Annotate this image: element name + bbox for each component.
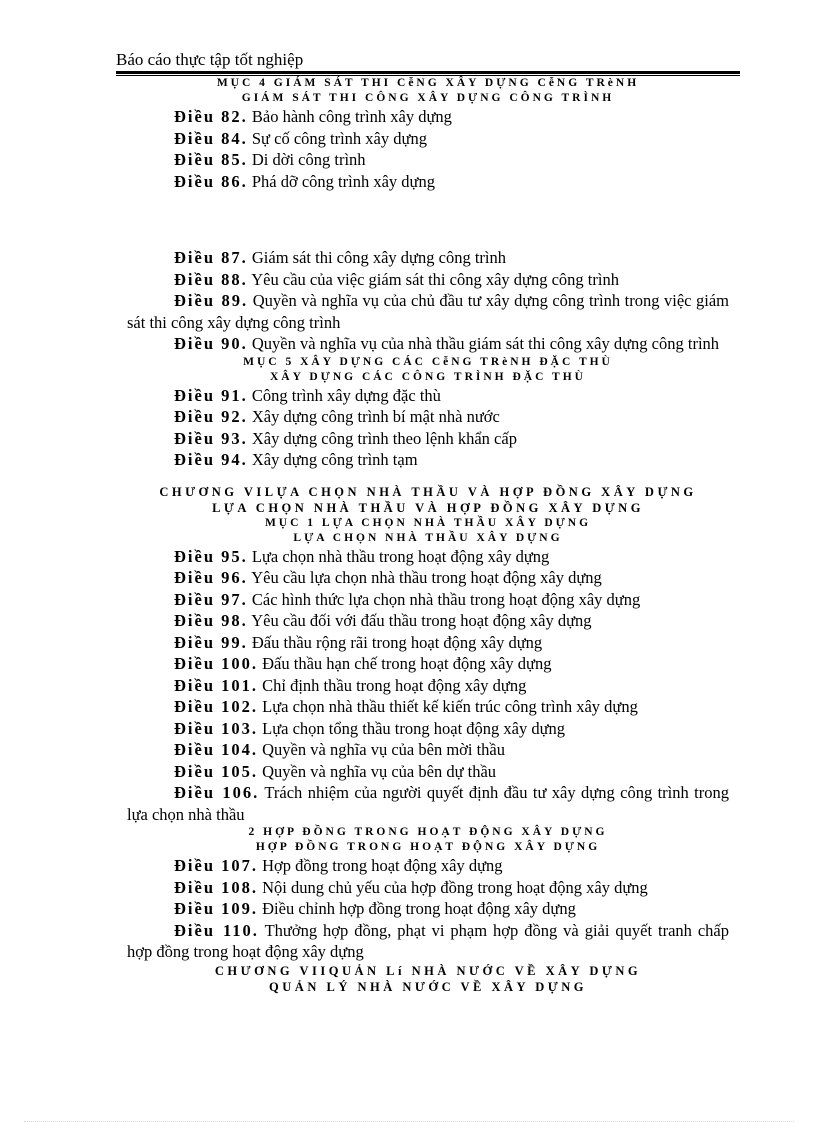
- article-number: Điều 87.: [174, 248, 248, 267]
- article-title: Đấu thầu rộng rãi trong hoạt động xây dựng: [251, 632, 543, 652]
- article-line: [127, 739, 729, 761]
- article-line: [127, 589, 729, 611]
- article-title: Phá dỡ công trình xây dựng: [251, 171, 435, 191]
- article-number: Điều 93.: [174, 428, 248, 448]
- article-number: Điều 99.: [174, 632, 248, 652]
- section-heading: CHƯƠNG VIIQUẢN Lí NHÀ NƯỚC VỀ XÂY DỰNG: [214, 963, 642, 978]
- article-number: Điều 92.: [174, 407, 248, 426]
- article-line: [127, 290, 729, 333]
- article-line: [127, 449, 729, 471]
- article-number: Điều 102.: [174, 697, 258, 716]
- article-number: Điều 97.: [174, 589, 248, 609]
- page-header-title: Báo cáo thực tập tốt nghiệp: [116, 50, 304, 69]
- article-number: Điều 105.: [174, 761, 258, 781]
- article-line: [127, 567, 729, 589]
- article-title: Điều chỉnh hợp đồng trong hoạt động xây dựng: [262, 899, 576, 918]
- article-number: Điều 110.: [174, 920, 259, 940]
- article-title: Thưởng hợp đồng, phạt vi phạm hợp đồng và giải quyết tranh chấp hợp đồng trong hoạt động xây dựng: [127, 920, 729, 961]
- page-bottom-rule: [24, 1121, 794, 1122]
- article-title: Quyền và nghĩa vụ của bên mời thầu: [262, 740, 505, 759]
- article-title: Yêu cầu đối với đấu thầu trong hoạt động xây dựng: [251, 611, 592, 630]
- article-line: [127, 920, 729, 963]
- section-heading: LỰA CHỌN NHÀ THẦU XÂY DỰNG: [293, 531, 563, 544]
- section-heading: 2 HỢP ĐỒNG TRONG HOẠT ĐỘNG XÂY DỰNG: [248, 826, 608, 838]
- article-number: Điều 90.: [174, 334, 248, 353]
- article-number: Điều 86.: [174, 171, 248, 191]
- article-title: Chỉ định thầu trong hoạt động xây dựng: [262, 675, 527, 695]
- article-line: [127, 653, 729, 675]
- article-line: [127, 149, 729, 171]
- article-title: Lựa chọn tổng thầu trong hoạt động xây dựng: [262, 718, 566, 738]
- article-line: [127, 761, 729, 783]
- article-number: Điều 96.: [174, 568, 248, 587]
- article-title: Quyền và nghĩa vụ của bên dự thầu: [262, 761, 497, 781]
- article-title: Bảo hành công trình xây dựng: [251, 107, 452, 126]
- article-line: [127, 696, 729, 718]
- article-line: [127, 171, 729, 193]
- spacer: [127, 471, 729, 484]
- article-line: [127, 610, 729, 632]
- article-line: [127, 718, 729, 740]
- article-number: Điều 106.: [174, 783, 260, 802]
- article-number: Điều 107.: [174, 856, 258, 875]
- section-heading: MỤC 5 XÂY DỰNG CÁC CễNG TRèNH ĐẶC THÙ: [243, 355, 613, 368]
- article-title: Yêu cầu lựa chọn nhà thầu trong hoạt động xây dựng: [251, 568, 602, 587]
- article-title: Trách nhiệm của người quyết định đầu tư xây dựng công trình trong lựa chọn nhà thầu: [127, 783, 730, 824]
- section-heading: MỤC 4 GIÁM SÁT THI CễNG XÂY DỰNG CễNG TRèNH: [216, 77, 640, 89]
- article-line: [127, 385, 729, 407]
- section-heading: XÂY DỰNG CÁC CÔNG TRÌNH ĐẶC THÙ: [270, 370, 586, 383]
- article-number: Điều 98.: [174, 611, 248, 630]
- article-line: [127, 546, 729, 568]
- article-line: [127, 406, 729, 428]
- article-line: [127, 855, 729, 877]
- article-title: Xây dựng công trình bí mật nhà nước: [251, 407, 500, 426]
- spacer: [127, 192, 729, 247]
- article-number: Điều 103.: [174, 718, 258, 738]
- article-title: Xây dựng công trình theo lệnh khẩn cấp: [251, 428, 517, 448]
- article-line: [127, 877, 729, 899]
- article-title: Quyền và nghĩa vụ của nhà thầu giám sát thi công xây dựng công trình: [251, 334, 720, 353]
- article-title: Đấu thầu hạn chế trong hoạt động xây dựng: [262, 654, 552, 673]
- article-title: Công trình xây dựng đặc thù: [251, 385, 441, 405]
- article-number: Điều 88.: [174, 269, 248, 289]
- article-number: Điều 94.: [174, 450, 248, 469]
- article-line: [127, 898, 729, 920]
- document-body: [127, 76, 729, 995]
- article-number: Điều 104.: [174, 740, 258, 759]
- article-number: Điều 95.: [174, 546, 248, 566]
- article-line: [127, 675, 729, 697]
- article-title: Lựa chọn nhà thầu trong hoạt động xây dựng: [251, 546, 550, 566]
- article-number: Điều 84.: [174, 128, 248, 148]
- article-line: [127, 333, 729, 355]
- article-number: Điều 91.: [174, 385, 248, 405]
- article-title: Sự cố công trình xây dựng: [251, 128, 427, 148]
- article-line: [127, 782, 729, 825]
- article-title: Yêu cầu của việc giám sát thi công xây dựng công trình: [251, 269, 619, 289]
- section-heading: QUẢN LÝ NHÀ NƯỚC VỀ XÂY DỰNG: [269, 979, 587, 994]
- article-line: [127, 106, 729, 128]
- section-heading: CHƯƠNG VILỰA CHỌN NHÀ THẦU VÀ HỢP ĐỒNG XÂY DỰNG: [159, 484, 697, 499]
- article-line: [127, 632, 729, 654]
- article-number: Điều 89.: [174, 291, 249, 310]
- article-title: Hợp đồng trong hoạt động xây dựng: [262, 856, 503, 875]
- article-line: [127, 269, 729, 291]
- article-title: Giám sát thi công xây dựng công trình: [251, 248, 506, 267]
- article-number: Điều 82.: [174, 107, 248, 126]
- article-line: [127, 428, 729, 450]
- section-heading: HỢP ĐỒNG TRONG HOẠT ĐỘNG XÂY DỰNG: [255, 841, 601, 853]
- article-number: Điều 85.: [174, 150, 248, 169]
- section-heading: MỤC 1 LỰA CHỌN NHÀ THẦU XÂY DỰNG: [264, 516, 592, 529]
- article-line: [127, 128, 729, 150]
- article-line: [127, 247, 729, 269]
- header-rule-thick: [116, 71, 740, 74]
- article-title: Các hình thức lựa chọn nhà thầu trong hoạt động xây dựng: [251, 589, 641, 609]
- article-title: Xây dựng công trình tạm: [251, 450, 418, 469]
- article-number: Điều 108.: [174, 877, 258, 897]
- article-title: Lựa chọn nhà thầu thiết kế kiến trúc công trình xây dựng: [262, 697, 638, 716]
- article-title: Nội dung chủ yếu của hợp đồng trong hoạt động xây dựng: [262, 877, 648, 897]
- section-heading: LỰA CHỌN NHÀ THẦU VÀ HỢP ĐỒNG XÂY DỰNG: [212, 500, 644, 515]
- article-title: Quyền và nghĩa vụ của chủ đầu tư xây dựng công trình trong việc giám sát thi công xây dựng công trình: [127, 291, 730, 332]
- section-heading: GIÁM SÁT THI CÔNG XÂY DỰNG CÔNG TRÌNH: [241, 92, 615, 104]
- article-number: Điều 109.: [174, 899, 258, 918]
- article-number: Điều 101.: [174, 675, 258, 695]
- article-number: Điều 100.: [174, 654, 258, 673]
- article-title: Di dời công trình: [251, 150, 366, 169]
